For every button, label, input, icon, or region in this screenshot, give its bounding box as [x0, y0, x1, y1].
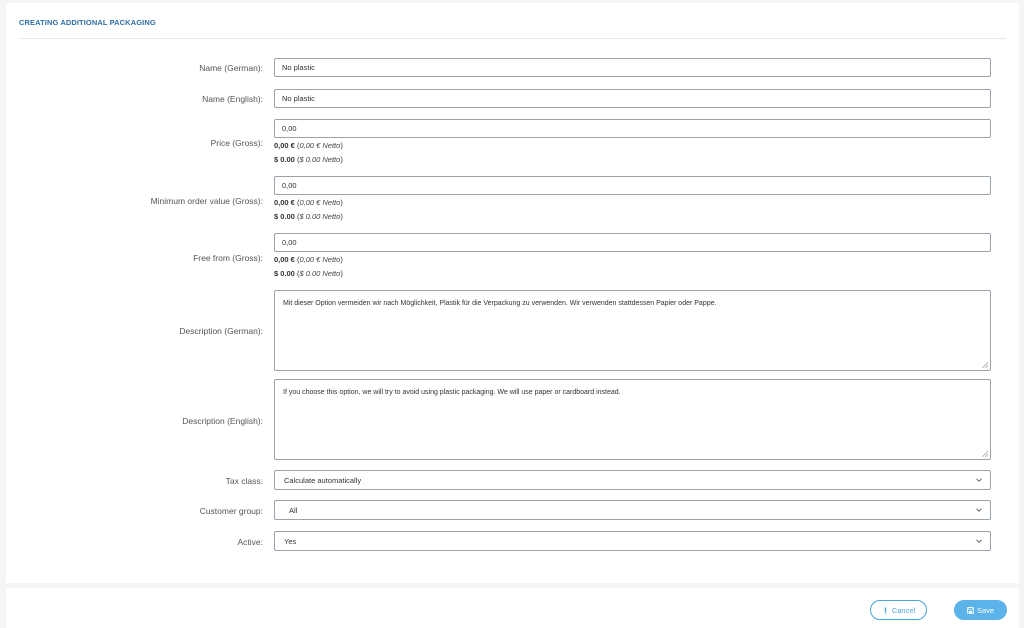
description-german-textarea[interactable]: [274, 290, 991, 371]
floppy-disk-icon: [967, 607, 974, 614]
tax-class-label: Tax class:: [225, 476, 263, 486]
save-button[interactable]: [954, 600, 1007, 620]
cancel-button[interactable]: [870, 600, 927, 620]
price-label: Price (Gross):: [210, 138, 263, 148]
active-select[interactable]: [274, 531, 991, 551]
panel-header: [19, 3, 1006, 39]
min-order-label: Minimum order value (Gross):: [150, 196, 263, 206]
min-order-usd-text: $ 0.00 ($ 0.00 Netto): [274, 212, 343, 221]
min-order-input[interactable]: 0,00: [274, 176, 991, 195]
form-footer: [6, 588, 1019, 628]
chevron-down-icon: [975, 537, 983, 545]
price-usd-text: $ 0.00 ($ 0.00 Netto): [274, 155, 343, 164]
customer-group-select[interactable]: [274, 500, 991, 520]
free-from-eur-text: 0,00 € (0,00 € Netto): [274, 255, 343, 264]
description-german-label: Description (German):: [179, 326, 263, 336]
price-input[interactable]: 0,00: [274, 119, 991, 138]
free-from-input[interactable]: 0,00: [274, 233, 991, 252]
chevron-down-icon: [975, 476, 983, 484]
free-from-usd-text: $ 0.00 ($ 0.00 Netto): [274, 269, 343, 278]
price-eur-text: 0,00 € (0,00 € Netto): [274, 141, 343, 150]
resize-grip-icon[interactable]: [982, 451, 988, 457]
description-english-label: Description (English):: [182, 416, 263, 426]
description-german-text: Mit dieser Option vermeiden wir nach Möglichkeit, Plastik für die Verpackung zu verwenden. Wir verwenden stattdessen Papier oder Pappe.: [283, 300, 717, 307]
chevron-down-icon: [975, 506, 983, 514]
description-english-text: If you choose this option, we will try to avoid using plastic packaging. We will use paper or cardboard instead.: [283, 389, 621, 396]
name-german-input[interactable]: No plastic: [274, 58, 991, 77]
page-title: CREATING ADDITIONAL PACKAGING: [19, 18, 156, 27]
save-label: Save: [976, 605, 995, 615]
free-from-label: Free from (Gross):: [193, 253, 263, 263]
name-german-label: Name (German):: [199, 63, 263, 73]
customer-group-label: Customer group:: [199, 506, 263, 516]
min-order-eur-text: 0,00 € (0,00 € Netto): [274, 198, 343, 207]
name-english-label: Name (English):: [202, 94, 263, 104]
cancel-label: Cancel: [891, 605, 916, 615]
description-english-textarea[interactable]: [274, 379, 991, 460]
tax-class-value: Calculate automatically: [284, 475, 362, 485]
exclamation-icon: [882, 607, 889, 614]
active-value: Yes: [284, 536, 297, 546]
customer-group-value: All: [289, 505, 298, 515]
name-english-input[interactable]: No plastic: [274, 89, 991, 108]
tax-class-select[interactable]: [274, 470, 991, 490]
active-label: Active:: [237, 537, 263, 547]
resize-grip-icon[interactable]: [982, 362, 988, 368]
